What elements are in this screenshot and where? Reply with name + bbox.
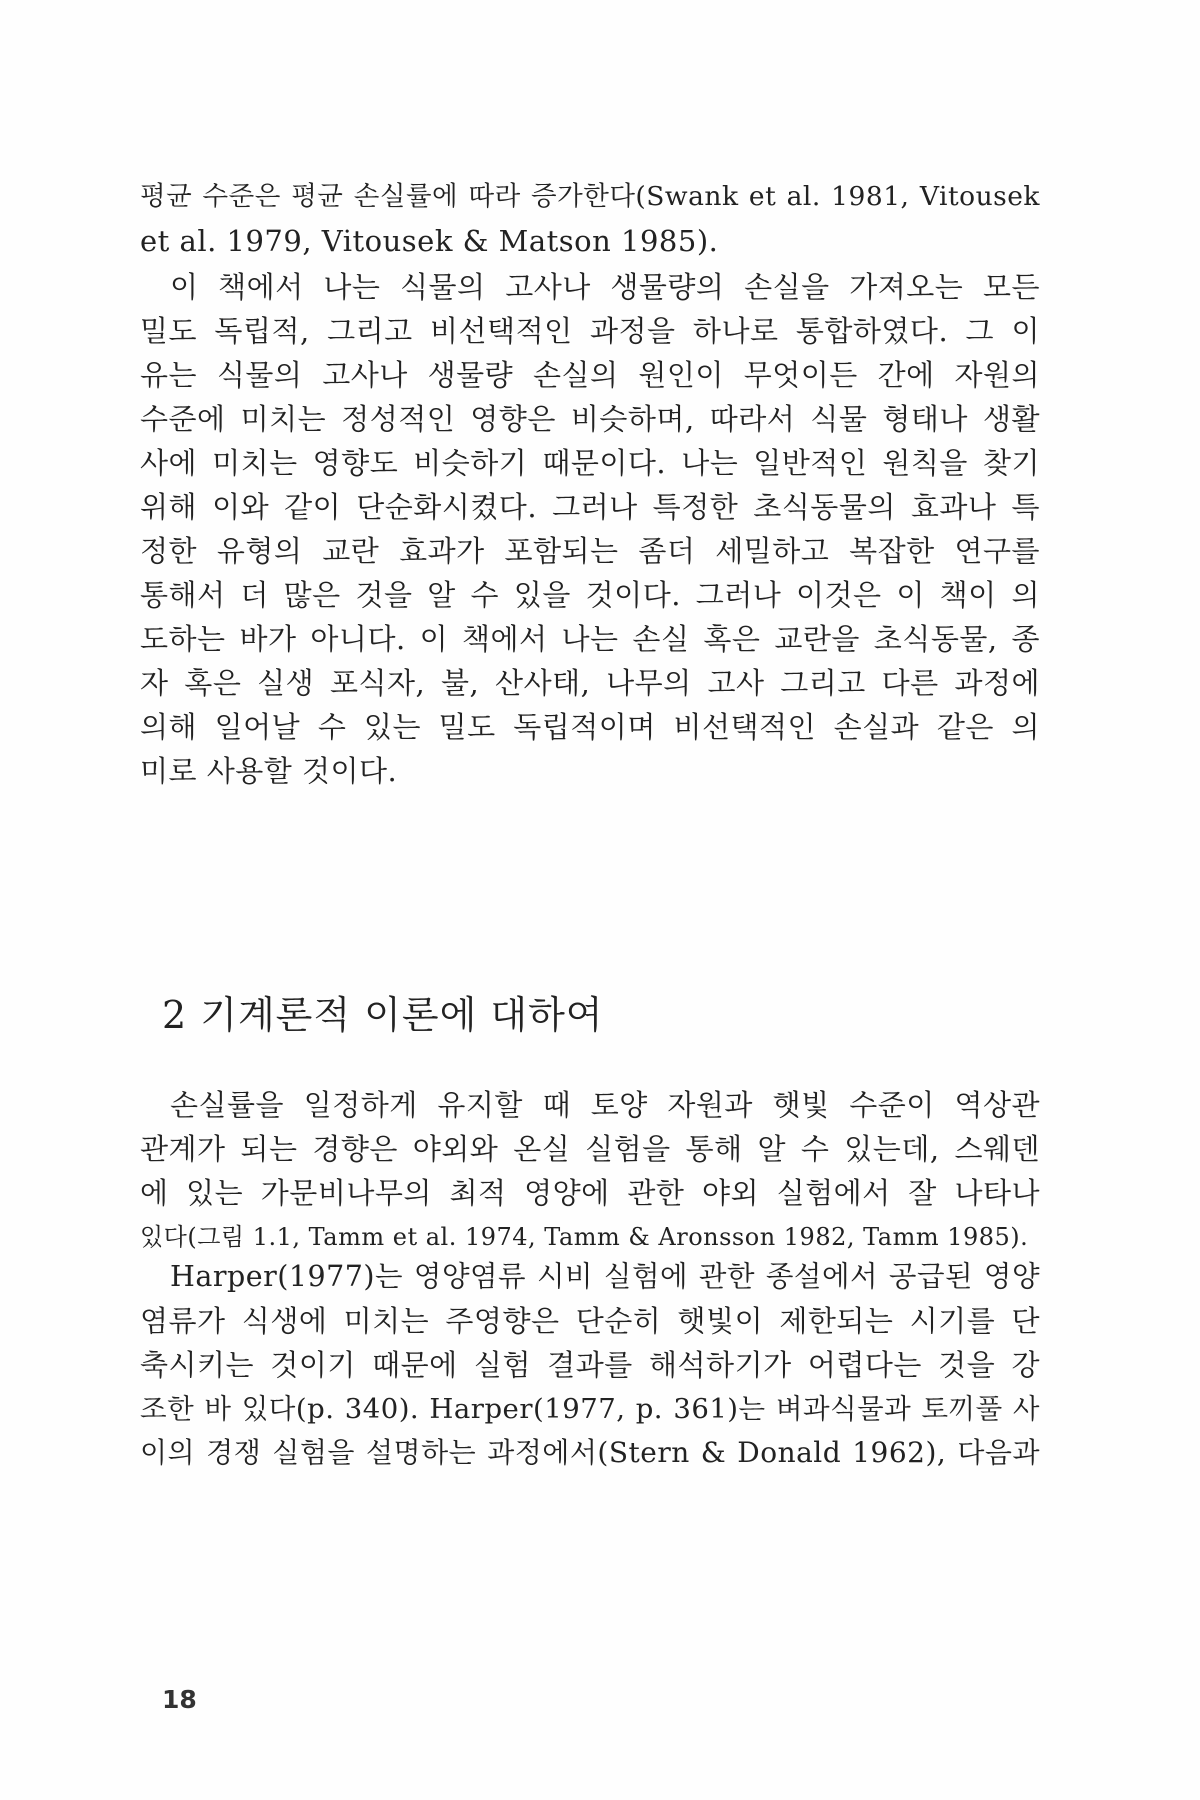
text-line: 평균 수준은 평균 손실률에 따라 증가한다(Swank et al. 1981, Vitousek xyxy=(140,181,1040,212)
section-heading: 2 기계론적 이론에 대하여 xyxy=(162,993,604,1037)
text-line: 밀도 독립적, 그리고 비선택적인 과정을 하나로 통합하였다. 그 이 xyxy=(140,314,1040,348)
text-line: 조한 바 있다(p. 340). Harper(1977, p. 361)는 벼과식물과 토끼풀 사 xyxy=(140,1393,1040,1425)
text-line: 위해 이와 같이 단순화시켰다. 그러나 특정한 초식동물의 효과나 특 xyxy=(140,490,1040,524)
page-number: 18 xyxy=(162,1685,197,1714)
text-line: 축시키는 것이기 때문에 실험 결과를 해석하기가 어렵다는 것을 강 xyxy=(140,1348,1040,1382)
text-line: 유는 식물의 고사나 생물량 손실의 원인이 무엇이든 간에 자원의 xyxy=(140,358,1040,392)
text-line: 수준에 미치는 정성적인 영향은 비슷하며, 따라서 식물 형태나 생활 xyxy=(140,402,1040,436)
text-line: 이 책에서 나는 식물의 고사나 생물량의 손실을 가져오는 모든 xyxy=(170,270,1040,304)
text-line: 사에 미치는 영향도 비슷하기 때문이다. 나는 일반적인 원칙을 찾기 xyxy=(140,446,1040,480)
text-line: 자 혹은 실생 포식자, 불, 산사태, 나무의 고사 그리고 다른 과정에 xyxy=(140,666,1040,700)
text-line: Harper(1977)는 영양염류 시비 실험에 관한 종설에서 공급된 영양 xyxy=(170,1260,1040,1293)
text-line: 손실률을 일정하게 유지할 때 토양 자원과 햇빛 수준이 역상관 xyxy=(170,1088,1040,1122)
paragraph-1 xyxy=(140,175,1040,263)
text-line: 도하는 바가 아니다. 이 책에서 나는 손실 혹은 교란을 초식동물, 종 xyxy=(140,622,1040,656)
paragraph-3 xyxy=(140,1083,1040,1259)
paragraph-4 xyxy=(140,1255,1040,1475)
paragraph-2 xyxy=(140,265,1040,793)
text-line: 통해서 더 많은 것을 알 수 있을 것이다. 그러나 이것은 이 책이 의 xyxy=(140,578,1040,612)
text-line: 미로 사용할 것이다. xyxy=(140,754,398,788)
text-line: et al. 1979, Vitousek & Matson 1985). xyxy=(140,224,719,258)
text-line: 의해 일어날 수 있는 밀도 독립적이며 비선택적인 손실과 같은 의 xyxy=(140,710,1040,744)
text-line: 에 있는 가문비나무의 최적 영양에 관한 야외 실험에서 잘 나타나 xyxy=(140,1176,1040,1210)
text-line: 있다(그림 1.1, Tamm et al. 1974, Tamm & Aronsson 1982, Tamm 1985). xyxy=(140,1223,1029,1251)
text-line: 정한 유형의 교란 효과가 포함되는 좀더 세밀하고 복잡한 연구를 xyxy=(140,534,1040,568)
text-line: 염류가 식생에 미치는 주영향은 단순히 햇빛이 제한되는 시기를 단 xyxy=(140,1304,1040,1338)
text-line: 이의 경쟁 실험을 설명하는 과정에서(Stern & Donald 1962), 다음과 xyxy=(140,1436,1040,1469)
text-line: 관계가 되는 경향은 야외와 온실 실험을 통해 알 수 있는데, 스웨덴 xyxy=(140,1132,1040,1166)
